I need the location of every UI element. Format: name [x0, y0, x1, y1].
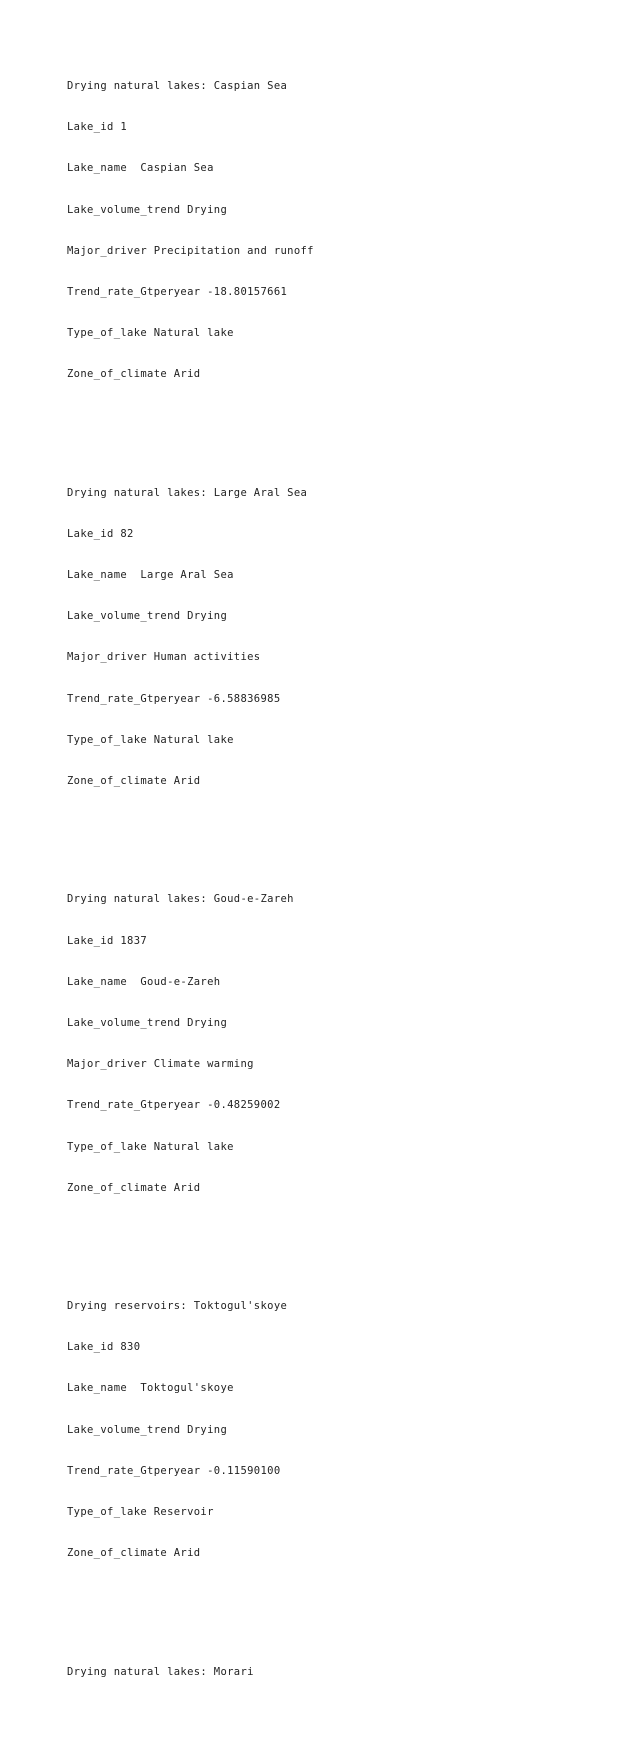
lake-volume-trend: Lake_volume_trend Drying [67, 203, 228, 216]
zone-of-climate: Zone_of_climate Arid [67, 368, 201, 381]
lake-id: Lake_id 1837 [67, 934, 148, 947]
record-toktogulskoye [67, 1274, 314, 1586]
record-heading: Drying natural lakes: Caspian Sea [67, 80, 288, 92]
type-of-lake: Type_of_lake Natural lake [67, 733, 234, 746]
zone-of-climate: Zone_of_climate Arid [67, 775, 201, 787]
major-driver: Major_driver Human activities [67, 651, 261, 664]
lake-volume-trend: Lake_volume_trend Drying [67, 610, 228, 623]
trend-rate: Trend_rate_Gtperyear -18.80157661 [67, 285, 288, 298]
trend-rate: Trend_rate_Gtperyear -0.11590100 [67, 1464, 281, 1477]
document-body [67, 18, 314, 1746]
zone-of-climate: Zone_of_climate Arid [67, 1181, 201, 1194]
zone-of-climate: Zone_of_climate Arid [67, 1547, 201, 1560]
trend-rate: Trend_rate_Gtperyear -0.48259002 [67, 1099, 281, 1112]
record-morari [67, 1640, 314, 1705]
lake-name: Lake_name Goud-e-Zareh [67, 975, 221, 988]
type-of-lake: Type_of_lake Natural lake [67, 327, 234, 340]
record-goud-e-zareh [67, 867, 314, 1221]
lake-volume-trend: Lake_volume_trend Drying [67, 1423, 228, 1436]
lake-id: Lake_id 1 [67, 121, 128, 134]
trend-rate: Trend_rate_Gtperyear -6.58836985 [67, 692, 281, 705]
lake-id: Lake_id 830 [67, 1341, 141, 1354]
type-of-lake: Type_of_lake Reservoir [67, 1506, 214, 1518]
lake-volume-trend: Lake_volume_trend Drying [67, 1016, 228, 1029]
lake-id: Lake_id 82 [67, 527, 134, 540]
record-heading: Drying reservoirs: Toktogul'skoye [67, 1300, 288, 1313]
major-driver: Major_driver Climate warming [67, 1058, 254, 1071]
record-heading: Drying natural lakes: Morari [67, 1665, 254, 1678]
record-heading: Drying natural lakes: Large Aral Sea [67, 486, 308, 499]
record-large-aral-sea [67, 461, 314, 815]
record-caspian-sea [67, 54, 314, 408]
type-of-lake: Type_of_lake Natural lake [67, 1140, 234, 1153]
lake-name: Lake_name Caspian Sea [67, 162, 214, 175]
record-heading: Drying natural lakes: Goud-e-Zareh [67, 893, 294, 906]
lake-name: Lake_name Large Aral Sea [67, 569, 234, 582]
lake-name: Lake_name Toktogul'skoye [67, 1382, 234, 1395]
major-driver: Major_driver Precipitation and runoff [67, 244, 314, 257]
